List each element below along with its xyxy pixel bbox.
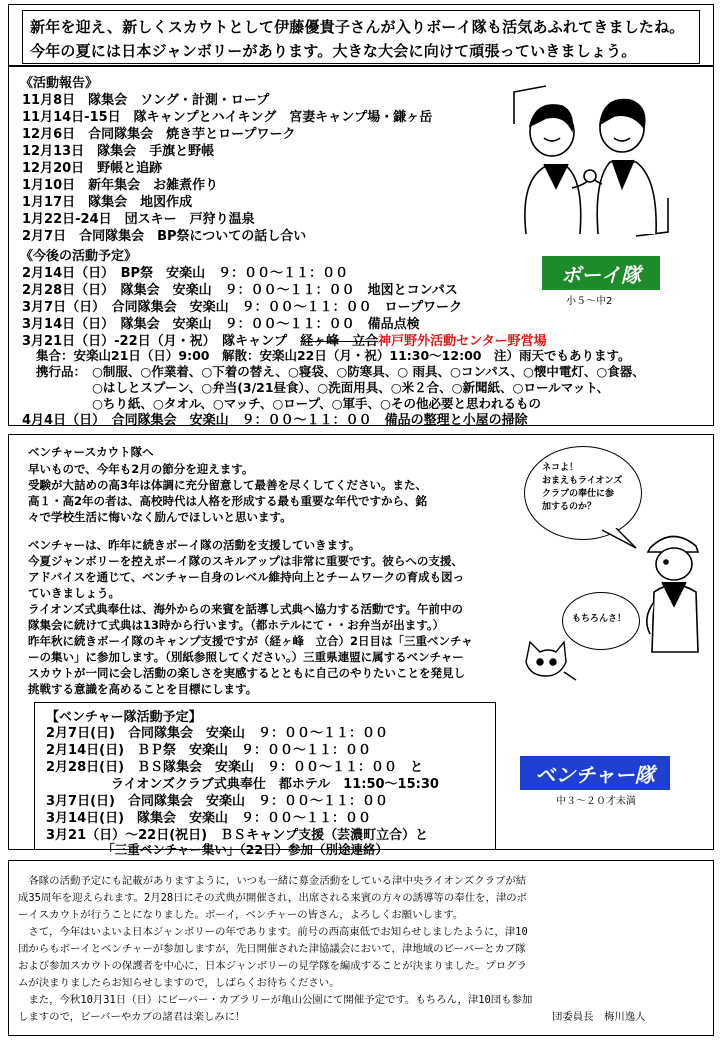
footer-line: また，今秋10月31日（日）にビーバー・カブラリーが亀山公園にて開催予定です。もちろん，津10団も参加 [18,994,533,1006]
venture-schedule-heading: 【ベンチャー隊活動予定】 [46,710,202,725]
footer-line: さて，今年はいよいよ日本ジャンボリーの年であります。前号の西高東低でお知らせしましたように，津10 [18,926,528,938]
plan-item: 3月7日（日） 合同隊集会 安楽山 ９：００～１１：００ ロープワーク [22,300,462,315]
footer-signature: 団委員長 梅川逸人 [552,1011,646,1023]
report-item: 1月10日 新年集会 お雑煮作り [22,178,219,193]
bubble-1-line: 加するのか？ [542,502,597,512]
footer-line: しますので，ビーバーやカブの諸君は楽しみに！ [18,1011,246,1023]
venture-p1-line: 早いもので、今年も2月の節分を迎えます。 [28,462,254,476]
cat-illustration [520,632,578,684]
items-label: 携行品： [36,364,87,379]
footer-line: 各隊の活動予定にも記載がありますように，いつも一緒に募金活動をしている津中央ライオンズクラブが結 [18,875,527,887]
plan-item: 3月14日（日） 隊集会 安楽山 ９：００～１１：００ 備品点検 [22,317,420,332]
venture-p2-line: ていきましょう。 [28,586,120,600]
venture-schedule-item: ライオンズクラブ式典奉仕 都ホテル 11:50～15:30 [46,777,439,792]
items-line: ○ちり紙、○タオル、○マッチ、○ロープ、○軍手、○その他必要と思われるもの [92,396,541,411]
camp-struck-site: 経ヶ峰 立合 [300,334,379,349]
camp-prefix: 3月21日（日）-22日（月・祝） 隊キャンプ [22,334,301,349]
venture-schedule-item: 2月7日(日) 合同隊集会 安楽山 ９：００～１１：００ [46,726,388,741]
venture-troop-age: 中３～２０才未満 [556,796,636,807]
venture-schedule-item: 3月14日(日) 隊集会 安楽山 ９：００～１１：００ [46,811,372,826]
report-item: 11月14日-15日 隊キャンプとハイキング 宮妻キャンプ場・鎌ヶ岳 [22,110,433,125]
intro-line-2: 今年の夏には日本ジャンボリーがあります。大きな大会に向けて頑張っていきましょう。 [30,42,637,60]
report-item: 2月7日 合同隊集会 BP祭についての話し合い [22,229,307,244]
venture-troop-badge: ベンチャー隊 [520,756,670,790]
items-line: ○制服、○作業着、○下着の替え、○寝袋、○防寒具、○ 雨具、○コンパス、○懐中電灯、○食器、 [92,364,645,379]
speech-bubble-1-tail [600,528,640,552]
footer-line: ムが決まりましたらお知らせしますので，しばらくお待ちください。 [18,977,340,989]
plan-item: 2月28日（日） 隊集会 安楽山 ９：００～１１：００ 地図とコンパス [22,283,458,298]
items-line: ○はしとスプーン、○弁当(3/21昼食）、○洗面用具、○米２合、○新聞紙、○ロールマット、 [92,380,610,395]
venture-p2-line: アドバイスを通じて、ベンチャー自身のレベル維持向上とチームワークの育成も図っ [28,570,465,584]
footer-line: 団からもボーイとベンチャーが参加しますが，先日開催された津協議会において，津地域のビーバーとカブ隊 [18,943,526,955]
bubble-2-text: もちろんさ！ [572,614,627,624]
report-item: 12月6日 合同隊集会 焼き芋とロープワーク [22,127,296,142]
report-item: 11月8日 隊集会 ソング・計測・ロープ [22,93,270,108]
venture-schedule-item: 2月28日(日) ＢＳ隊集会 安楽山 ９：００～１１：００ と [46,760,424,775]
venture-greeting: ベンチャースカウト隊へ [28,445,154,459]
venture-p1-line: 受験が大詰めの高3年は体調に充分留意して最善を尽くしてください。また、 [28,478,427,492]
report-item: 1月17日 隊集会 地図作成 [22,195,193,210]
boy-troop-age: 小５～中2 [566,296,613,307]
venture-p2-line: 挑戦する意識を高めることを目標にします。 [28,682,258,696]
venture-p2-line: ライオンズ式典奉仕は、海外からの来賓を話導し式典へ協力する活動です。午前中の [28,602,464,616]
camp-meeting: 集合：安楽山21日（日）9:00 解散：安楽山22日（月・祝）11:30～12:00 注）雨天でもあります。 [36,348,631,363]
report-item: 1月22日-24日 団スキー 戸狩り温泉 [22,212,255,227]
report-item: 12月13日 隊集会 手旗と野帳 [22,144,215,159]
bubble-1-line: おまえもライオンズ [542,476,623,486]
venture-schedule-item: 3月7日(日) 合同隊集会 安楽山 ９：００～１１：００ [46,794,388,809]
footer-line: および参加スカウトの保護者を中心に，日本ジャンボリーの見学隊を編成することが決まりました。プログラ [18,960,527,972]
venture-p1-line: 々で学校生活に悔いなく励んでほしいと思います。 [28,510,292,524]
venture-p2-line: ベンチャーは、昨年に続きボーイ隊の活動を支援していきます。 [28,538,361,552]
footer-line: 成35周年を迎えられます。2月28日にその式典が開催され，出席される来賓の方々の誘導等の奉仕を，津のボ [18,892,528,904]
venture-p2-line: スカウトが一同に会し活動の楽しさを実感するとともに自己のやりたいことを発見し [28,666,465,680]
intro-line-1: 新年を迎え、新しくスカウトとして伊藤優貴子さんが入りボーイ隊も活気あふれてきましたね。 [30,18,685,36]
camp-site: 神戸野外活動センター野営場 [378,334,547,349]
footer-line: ーイスカウトが行うことになりました。ボーイ，ベンチャーの皆さん，よろしくお願いします。 [18,909,464,921]
bubble-1-line: クラブの奉仕に参 [542,489,615,499]
report-item: 12月20日 野帳と追跡 [22,161,163,176]
venture-p2-line: 隊集会に続けて式典は13時から行います。（都ホテルにて・・お弁当が出ます。） [28,618,445,632]
bubble-1-line: ネコよ！ [542,463,579,473]
venture-p2-line: ーの集い」に参加します。（別紙参照してください。）三重県連盟に属するベンチャー [28,650,464,664]
plan-heading: 《今後の活動予定》 [20,249,138,264]
plan-item-last: 4月4日（日） 合同隊集会 安楽山 ９：００～１１：００ 備品の整理と小屋の掃除 [22,413,528,428]
scout-boy-illustration [636,522,708,658]
boy-troop-badge: ボーイ隊 [542,256,660,290]
venture-p2-line: 今夏ジャンボリーを控えボーイ隊のスキルアップは非常に重要です。彼らへの支援、 [28,554,463,568]
venture-schedule-item: 3月21（日）～22日(祝日) ＢＳキャンプ支援（芸濃町立合）と [46,828,429,843]
plan-item: 2月14日（日） BP祭 安楽山 ９：００～１１：００ [22,266,349,281]
venture-p1-line: 高１・高2年の者は、高校時代は人格を形成する最も重要な年代ですから、銘 [28,494,427,508]
activity-report-heading: 《活動報告》 [20,76,99,91]
venture-schedule-item: 「三重ベンチャー集い」（22日）参加（別途連絡） [46,842,389,857]
scouts-illustration [506,84,676,238]
venture-p2-line: 昨年秋に続きボーイ隊のキャンプ支援ですが（経ヶ峰 立合）2日目は「三重ベンチャ [28,634,473,648]
venture-schedule-item: 2月14日(日) ＢＰ祭 安楽山 ９：００～１１：００ [46,743,372,758]
